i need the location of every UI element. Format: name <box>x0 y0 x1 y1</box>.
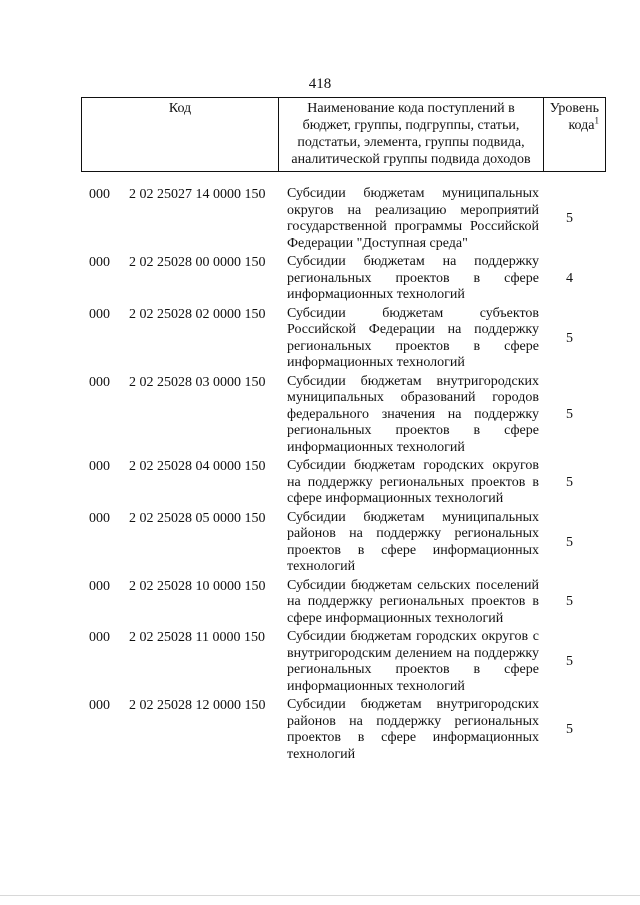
row-name: Субсидии бюджетам городских округов с внутригородским делением на поддержку региональных проектов в сфере информационных технологий <box>287 629 539 694</box>
table-body <box>81 186 606 765</box>
row-prefix: 000 <box>89 698 110 713</box>
row-prefix: 000 <box>89 187 110 202</box>
row-prefix: 000 <box>89 374 110 390</box>
row-code: 2 02 25028 05 0000 150 <box>129 510 266 526</box>
header-level-label: Уровень кода <box>549 101 599 133</box>
row-level: 5 <box>566 330 573 346</box>
table-row <box>81 254 606 304</box>
table-row <box>81 578 606 628</box>
row-name: Субсидии бюджетам внутригородских муниципальных образований городов федерального значения на поддержку региональных проектов в сфере информационных технологий <box>287 373 539 455</box>
header-name: Наименование кода поступлений в бюджет, группы, подгруппы, статьи, подстатьи, элемента, группы подвида, аналитической группы подвида доходов <box>279 98 544 172</box>
header-code: Код <box>82 98 279 172</box>
row-prefix: 000 <box>89 306 110 322</box>
row-code: 2 02 25028 02 0000 150 <box>129 306 266 322</box>
table-row <box>81 629 606 695</box>
row-level: 5 <box>566 534 573 550</box>
row-name: Субсидии бюджетам сельских поселений на поддержку региональных проектов в сфере информационных технологий <box>287 577 539 626</box>
row-code: 2 02 25027 14 0000 150 <box>129 187 266 202</box>
scan-edge-line <box>0 895 640 896</box>
row-level: 5 <box>566 211 573 226</box>
row-name: Субсидии бюджетам субъектов Российской Федерации на поддержку региональных проектов в сфере информационных технологий <box>287 305 539 370</box>
table-row <box>81 697 606 763</box>
row-name: Субсидии бюджетам внутригородских районов на поддержку региональных проектов в сфере информационных технологий <box>287 697 539 762</box>
row-code: 2 02 25028 04 0000 150 <box>129 459 266 474</box>
header-level-footnote: 1 <box>594 115 599 126</box>
row-prefix: 000 <box>89 578 110 594</box>
row-prefix: 000 <box>89 630 110 645</box>
row-code: 2 02 25028 03 0000 150 <box>129 374 266 390</box>
row-prefix: 000 <box>89 255 110 270</box>
row-level: 5 <box>566 722 573 737</box>
row-prefix: 000 <box>89 510 110 526</box>
row-level: 5 <box>566 406 573 422</box>
row-level: 5 <box>566 474 573 490</box>
row-prefix: 000 <box>89 459 110 474</box>
header-level <box>544 98 606 172</box>
page-number: 418 <box>308 76 332 92</box>
row-name: Субсидии бюджетам муниципальных районов на поддержку региональных проектов в сфере информационных технологий <box>287 509 539 574</box>
row-code: 2 02 25028 10 0000 150 <box>129 578 266 594</box>
row-code: 2 02 25028 12 0000 150 <box>129 698 266 713</box>
row-name: Субсидии бюджетам на поддержку региональных проектов в сфере информационных технологий <box>287 254 539 302</box>
row-name: Субсидии бюджетам городских округов на поддержку региональных проектов в сфере информационных технологий <box>287 458 539 506</box>
table-row <box>81 510 606 576</box>
row-code: 2 02 25028 11 0000 150 <box>129 630 265 645</box>
table-row <box>81 186 606 252</box>
table-header <box>81 97 606 172</box>
row-level: 5 <box>566 654 573 669</box>
row-level: 5 <box>566 594 573 610</box>
row-level: 4 <box>566 270 573 286</box>
table-row <box>81 306 606 372</box>
table-row <box>81 374 606 457</box>
table-row <box>81 458 606 508</box>
row-code: 2 02 25028 00 0000 150 <box>129 255 266 270</box>
row-name: Субсидии бюджетам муниципальных округов на реализацию мероприятий государственной программы Российской Федерации "Доступная среда" <box>287 186 539 251</box>
